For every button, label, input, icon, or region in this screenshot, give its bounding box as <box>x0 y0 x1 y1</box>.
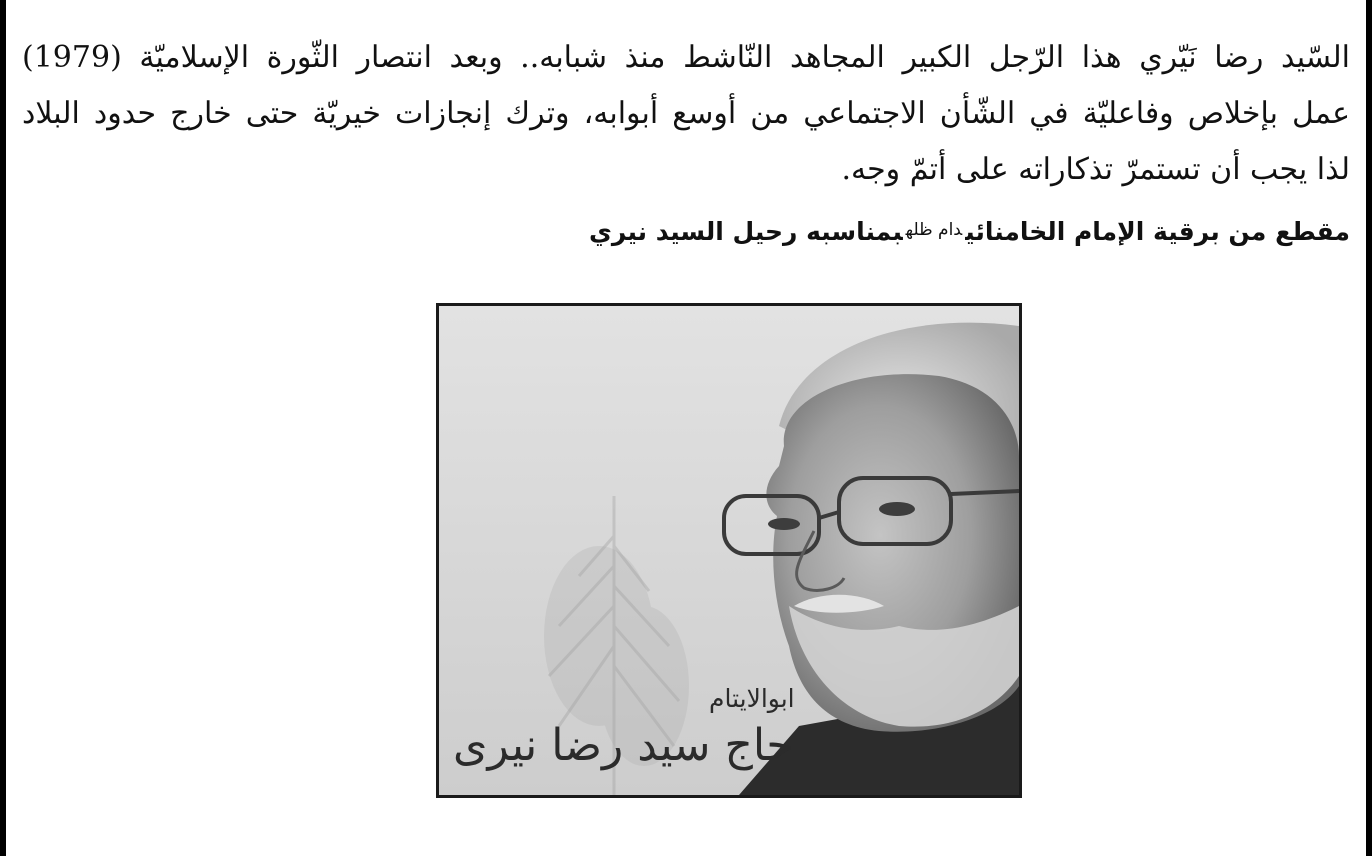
portrait-photo <box>436 303 1022 798</box>
caption-text-start: مقطع من برقية الإمام الخامنائي <box>965 217 1350 246</box>
photo-subtitle: ابوالایتام <box>709 684 795 713</box>
paragraph-line-3: لذا يجب أن تستمرّ تذكاراته على أتمّ وجه. <box>841 152 1350 187</box>
paragraph-line-1: السّيد رضا نَيّري هذا الرّجل الكبير المجاهد النّاشط منذ شبابه.. وبعد انتصار الثّورة الإسلاميّة (1979) <box>22 40 1350 75</box>
paragraph-line-2: عمل بإخلاص وفاعليّة في الشّأن الاجتماعي من أوسع أبوابه، وترك إنجازات خيريّة حتى خارج حدود البلاد <box>22 96 1350 131</box>
honorific-mark: دام ظله <box>905 220 963 240</box>
photo-name-title: حاج سید رضا نیری <box>453 720 794 771</box>
left-border <box>0 0 6 856</box>
caption-text-end: بمناسبه رحيل السيد نيري <box>589 217 903 246</box>
article-text <box>22 30 1350 252</box>
right-border <box>1366 0 1372 856</box>
source-caption <box>22 210 1350 252</box>
